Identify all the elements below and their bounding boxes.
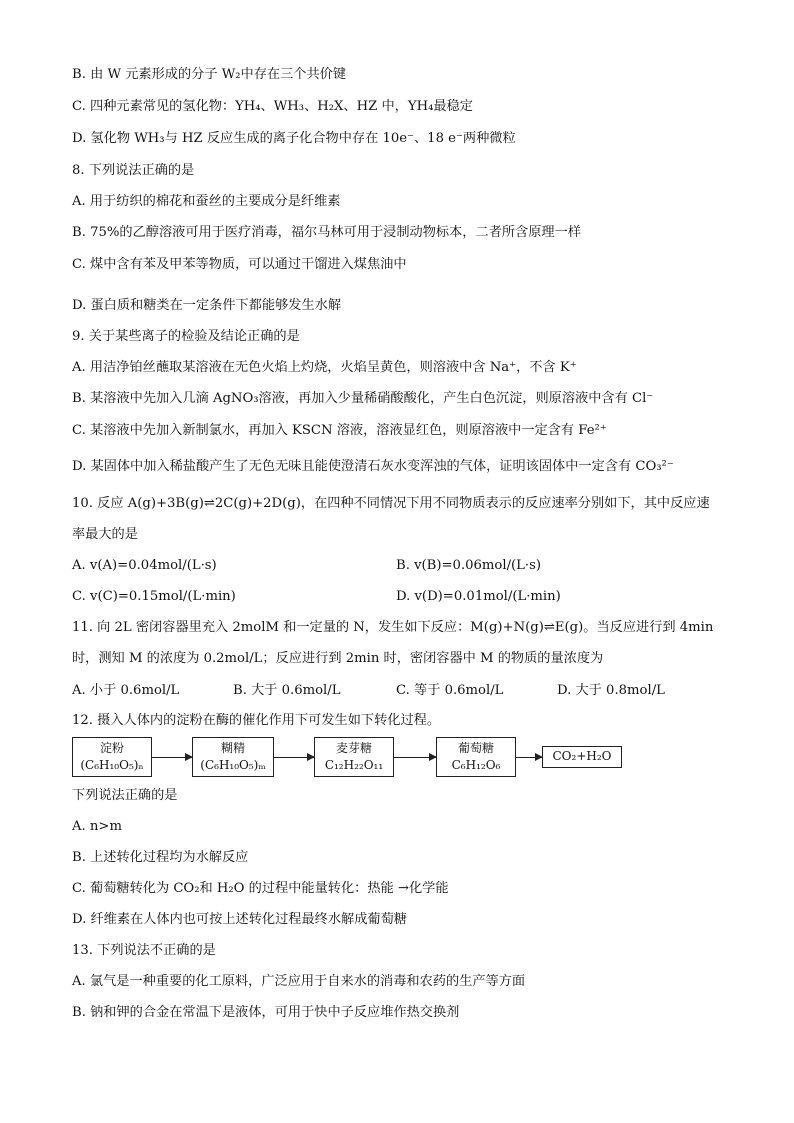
q7-option-c: C. 四种元素常见的氢化物：YH₄、WH₃、H₂X、HZ 中，YH₄最稳定 — [72, 99, 473, 114]
q8-option-c: C. 煤中含有苯及甲苯等物质，可以通过干馏进入煤焦油中 — [72, 257, 407, 272]
q13-stem: 13. 下列说法不正确的是 — [72, 943, 216, 958]
q13-option-a: A. 氯气是一种重要的化工原料，广泛应用于自来水的消毒和农药的生产等方面 — [72, 974, 526, 989]
q11-option-b: B. 大于 0.6mol/L — [233, 683, 341, 698]
q12-option-a: A. n>m — [72, 819, 122, 834]
arrow-4 — [516, 757, 542, 758]
q9-option-a: A. 用洁净铂丝蘸取某溶液在无色火焰上灼烧，火焰呈黄色，则溶液中含 Na⁺，不含 K⁺ — [72, 360, 577, 375]
arrow-3 — [394, 757, 436, 758]
q9-option-b: B. 某溶液中先加入几滴 AgNO₃溶液，再加入少量稀硝酸酸化，产生白色沉淀，则原溶液中含有 Cl⁻ — [72, 391, 654, 406]
q11-stem-cont: 时，测知 M 的浓度为 0.2mol/L；反应进行到 2min 时，密闭容器中 M 的物质的量浓度为 — [72, 651, 604, 666]
q10-option-a: A. v(A)=0.04mol/(L·s) — [72, 558, 217, 573]
dextrin-box: 糊精 (C₆H₁₀O₅)ₘ — [192, 737, 274, 777]
q10-option-c: C. v(C)=0.15mol/(L·min) — [72, 589, 236, 604]
q10-option-d: D. v(D)=0.01mol/(L·min) — [396, 589, 561, 604]
q10-stem-cont: 率最大的是 — [72, 527, 138, 542]
q9-stem: 9. 关于某些离子的检验及结论正确的是 — [72, 329, 300, 344]
q10-option-b: B. v(B)=0.06mol/(L·s) — [396, 558, 542, 573]
maltose-box: 麦芽糖 C₁₂H₂₂O₁₁ — [314, 737, 394, 777]
q8-option-a: A. 用于纺织的棉花和蚕丝的主要成分是纤维素 — [72, 194, 341, 209]
q8-option-d: D. 蛋白质和糖类在一定条件下都能够发生水解 — [72, 298, 342, 313]
q13-option-b: B. 钠和钾的合金在常温下是液体，可用于快中子反应堆作热交换剂 — [72, 1005, 460, 1020]
q11-option-a: A. 小于 0.6mol/L — [72, 683, 180, 698]
q12-option-b: B. 上述转化过程均为水解反应 — [72, 850, 249, 865]
arrow-1 — [152, 757, 192, 758]
glucose-box: 葡萄糖 C₆H₁₂O₆ — [436, 737, 516, 777]
co2-h2o-box: CO₂+H₂O — [542, 746, 622, 768]
q12-substem: 下列说法正确的是 — [72, 788, 178, 803]
q8-stem: 8. 下列说法正确的是 — [72, 163, 195, 178]
q11-option-c: C. 等于 0.6mol/L — [396, 683, 504, 698]
starch-box: 淀粉 (C₆H₁₀O₅)ₙ — [72, 737, 152, 777]
q11-stem: 11. 向 2L 密闭容器里充入 2molM 和一定量的 N，发生如下反应：M(g)+N(g)⇌E(g)。当反应进行到 4min — [72, 620, 714, 635]
q8-option-b: B. 75%的乙醇溶液可用于医疗消毒，福尔马林可用于浸制动物标本，二者所含原理一样 — [72, 225, 581, 240]
q12-option-d: D. 纤维素在人体内也可按上述转化过程最终水解成葡萄糖 — [72, 912, 407, 927]
q12-option-c: C. 葡萄糖转化为 CO₂和 H₂O 的过程中能量转化：热能 →化学能 — [72, 881, 449, 896]
q9-option-d: D. 某固体中加入稀盐酸产生了无色无味且能使澄清石灰水变浑浊的气体，证明该固体中一定含有 CO₃²⁻ — [72, 459, 674, 474]
q7-option-d: D. 氢化物 WH₃与 HZ 反应生成的离子化合物中存在 10e⁻、18 e⁻两种微粒 — [72, 131, 516, 146]
q10-stem: 10. 反应 A(g)+3B(g)⇌2C(g)+2D(g)，在四种不同情况下用不同物质表示的反应速率分别如下，其中反应速 — [72, 496, 710, 511]
q12-stem: 12. 摄入人体内的淀粉在酶的催化作用下可发生如下转化过程。 — [72, 713, 441, 728]
q11-option-d: D. 大于 0.8mol/L — [557, 683, 665, 698]
q9-option-c: C. 某溶液中先加入新制氯水，再加入 KSCN 溶液，溶液显红色，则原溶液中一定含有 Fe²⁺ — [72, 423, 607, 438]
q7-option-b: B. 由 W 元素形成的分子 W₂中存在三个共价键 — [72, 67, 347, 82]
conversion-flow-diagram — [72, 737, 632, 779]
arrow-2 — [274, 757, 314, 758]
